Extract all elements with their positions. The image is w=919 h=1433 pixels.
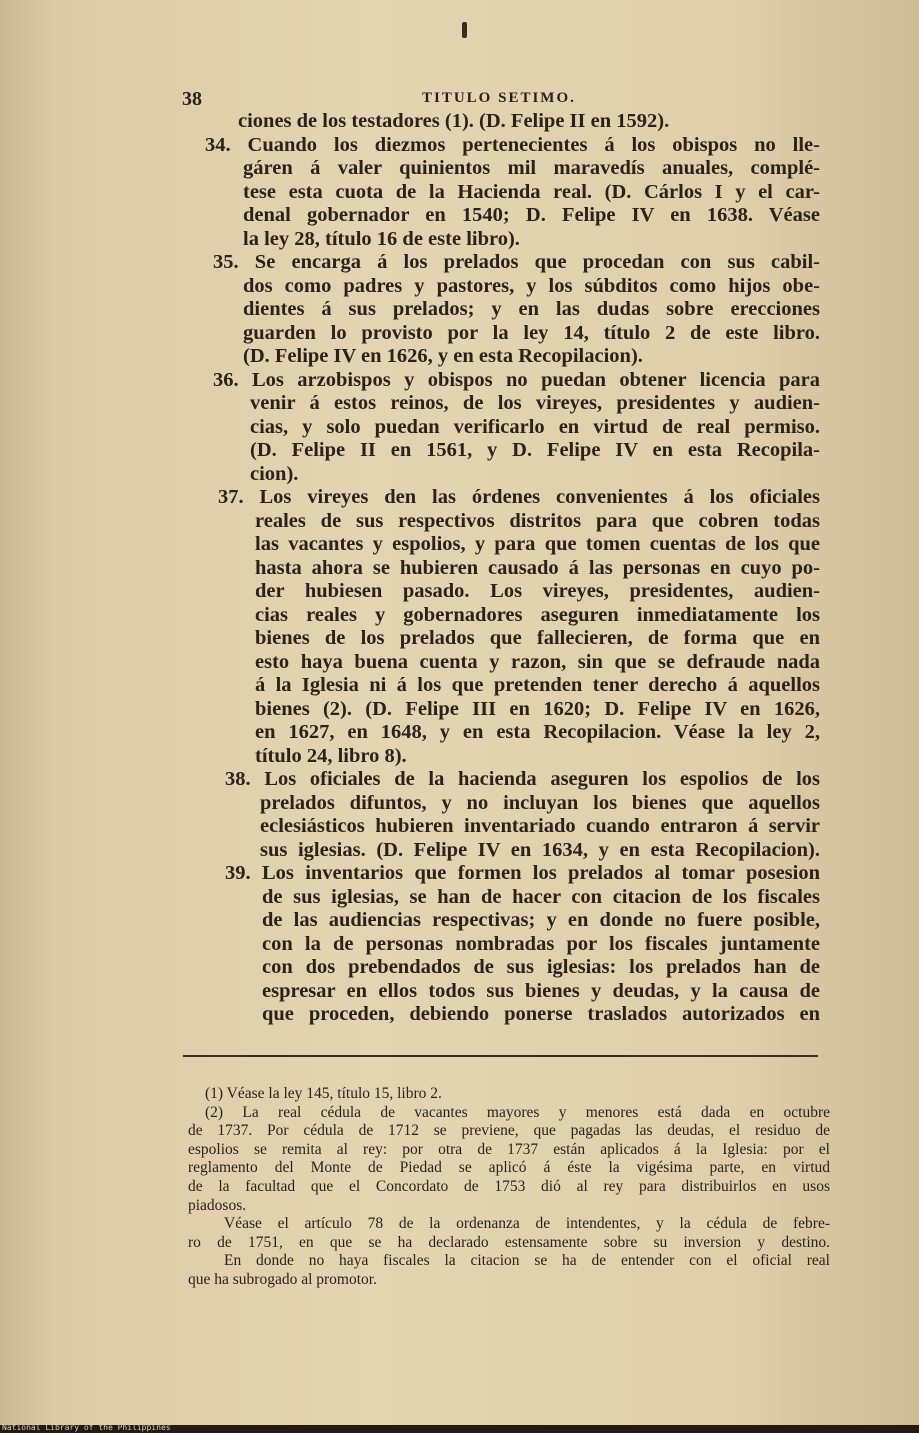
footnote-line: ro de 1751, en que se ha declarado estensamente sobre su inversion y destino. — [188, 1233, 830, 1251]
library-credit: National Library of the Philippines — [2, 1423, 171, 1432]
body-line: (D. Felipe IV en 1626, y en esta Recopilacion). — [243, 345, 643, 367]
body-line: en 1627, en 1648, y en esta Recopilacion. Véase la ley 2, — [255, 721, 820, 743]
page-header — [182, 88, 822, 110]
footnote-line: de la facultad que el Concordato de 1753 dió al rey para distribuirlos en usos — [188, 1177, 830, 1195]
body-line: der hubiesen pasado. Los vireyes, presidentes, audien- — [255, 580, 820, 602]
body-line: las vacantes y espolios, y para que tomen cuentas de los que — [255, 533, 820, 555]
body-line: ciones de los testadores (1). (D. Felipe II en 1592). — [238, 110, 670, 132]
body-line: esto haya buena cuenta y razon, sin que se defraude nada — [255, 650, 820, 673]
body-line: con dos prebendados de sus iglesias: los prelados han de — [262, 956, 820, 978]
body-line: la ley 28, título 16 de este libro). — [243, 227, 520, 250]
body-line: con la de personas nombradas por los fiscales juntamente — [262, 932, 820, 955]
footnote-rule — [183, 1055, 818, 1057]
footnote-line: de 1737. Por cédula de 1712 se previene, que pagadas las deudas, el residuo de — [188, 1122, 830, 1140]
body-line: de las audiencias respectivas; y en donde no fuere posible, — [262, 909, 820, 931]
footnote-line: piadosos. — [188, 1196, 247, 1214]
body-line: 38. Los oficiales de la hacienda aseguren los espolios de los — [225, 768, 820, 790]
page-blemish — [462, 22, 467, 38]
body-line: que proceden, debiendo ponerse traslados autorizados en — [262, 1003, 820, 1025]
footnotes — [188, 1085, 830, 1290]
body-line: cias reales y gobernadores aseguren inmediatamente los — [255, 603, 820, 626]
body-line: venir á estos reinos, de los vireyes, presidentes y audien- — [250, 392, 820, 414]
page-number: 38 — [182, 88, 202, 110]
body-line: bienes (2). (D. Felipe III en 1620; D. Felipe IV en 1626, — [255, 697, 820, 720]
footnote-line: espolios se remita al rey: por otra de 1737 están aplicados á la Iglesia: por el — [188, 1140, 830, 1158]
body-line: 39. Los inventarios que formen los prelados al tomar posesion — [225, 862, 820, 884]
footnote-line: que ha subrogado al promotor. — [188, 1270, 377, 1288]
body-line: (D. Felipe II en 1561, y D. Felipe IV en esta Recopila- — [250, 439, 820, 461]
footnote-line: reglamento del Monte de Piedad se aplicó á éste la vigésima parte, en virtud — [188, 1159, 830, 1177]
body-line: gáren á valer quinientos mil maravedís anuales, complé- — [243, 157, 820, 179]
body-line: de sus iglesias, se han de hacer con citacion de los fiscales — [262, 885, 820, 908]
body-line: denal gobernador en 1540; D. Felipe IV en 1638. Véase — [243, 204, 820, 226]
footnote-line: En donde no haya fiscales la citacion se ha de entender con el oficial real — [224, 1252, 830, 1270]
body-line: eclesiásticos hubieren inventariado cuando entraron á servir — [260, 815, 820, 837]
running-title: TITULO SETIMO. — [422, 90, 576, 106]
body-line: 35. Se encarga á los prelados que procedan con sus cabil- — [213, 251, 820, 273]
body-line: dos como padres y pastores, y los súbditos como hijos obe- — [243, 274, 820, 297]
body-line: título 24, libro 8). — [255, 744, 407, 767]
body-line: hasta ahora se hubieren causado á las personas en cuyo po- — [255, 556, 820, 579]
body-line: prelados difuntos, y no incluyan los bienes que aquellos — [260, 791, 820, 814]
body-line: guarden lo provisto por la ley 14, título 2 de este libro. — [243, 321, 820, 344]
body-line: cion). — [250, 462, 299, 485]
body-line: tese esta cuota de la Hacienda real. (D. Cárlos I y el car- — [243, 180, 820, 203]
footnote-line: Véase el artículo 78 de la ordenanza de intendentes, y la cédula de febre- — [224, 1215, 830, 1233]
body-line: cias, y solo puedan verificarlo en virtud de real permiso. — [250, 415, 820, 438]
body-line: bienes de los prelados que fallecieren, de forma que en — [255, 627, 820, 649]
footnote-line: (1) Véase la ley 145, título 15, libro 2. — [205, 1085, 442, 1102]
body-line: espresar en ellos todos sus bienes y deudas, y la causa de — [262, 979, 820, 1002]
body-line: reales de sus respectivos distritos para que cobren todas — [255, 509, 820, 532]
body-line: sus iglesias. (D. Felipe IV en 1634, y en esta Recopilacion). — [260, 838, 820, 861]
body-text — [200, 110, 820, 1027]
body-line: 34. Cuando los diezmos pertenecientes á los obispos no lle- — [205, 133, 820, 156]
footnote-line: (2) La real cédula de vacantes mayores y menores está dada en octubre — [205, 1103, 830, 1121]
body-line: 36. Los arzobispos y obispos no puedan obtener licencia para — [213, 368, 820, 391]
body-line: dientes á sus prelados; y en las dudas sobre erecciones — [243, 298, 820, 320]
body-line: á la Iglesia ni á los que pretenden tener derecho á aquellos — [255, 674, 820, 696]
body-line: 37. Los vireyes den las órdenes convenientes á los oficiales — [218, 486, 820, 508]
